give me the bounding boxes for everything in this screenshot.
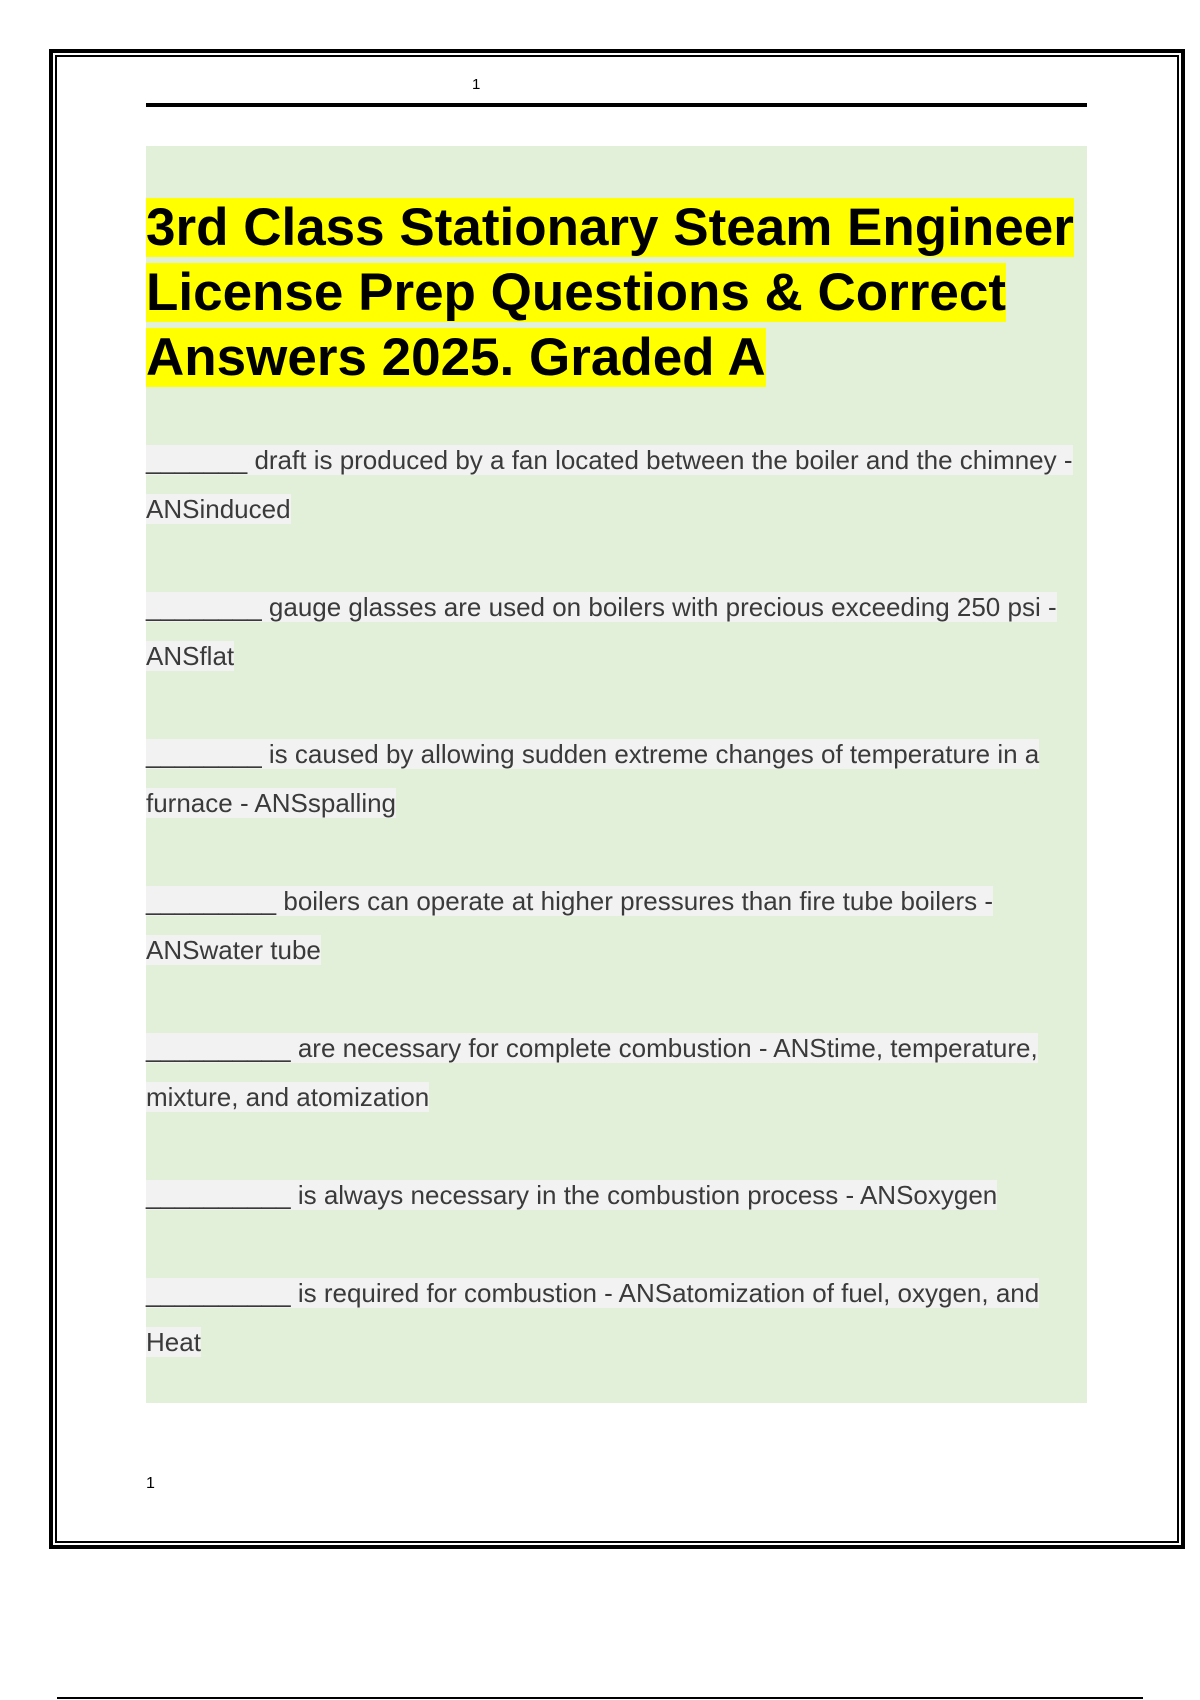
- question-text: __________ are necessary for complete combustion - ANStime, temperature, mixture, and atomization: [146, 1033, 1038, 1112]
- question-text: _______ draft is produced by a fan located between the boiler and the chimney - ANSinduced: [146, 445, 1073, 524]
- document-title: [146, 195, 1087, 390]
- header-page-number: 1: [472, 76, 481, 93]
- question-item: [146, 1024, 1087, 1122]
- question-text: ________ gauge glasses are used on boilers with precious exceeding 250 psi - ANSflat: [146, 592, 1057, 671]
- question-text: _________ boilers can operate at higher pressures than fire tube boilers - ANSwater tube: [146, 886, 993, 965]
- question-list: [146, 436, 1087, 1367]
- next-page-border: [57, 1697, 1143, 1699]
- question-text: ________ is caused by allowing sudden extreme changes of temperature in a furnace - ANSspalling: [146, 739, 1040, 818]
- question-item: [146, 877, 1087, 975]
- question-item: [146, 436, 1087, 534]
- question-text: __________ is always necessary in the combustion process - ANSoxygen: [146, 1180, 998, 1210]
- question-item: [146, 1269, 1087, 1367]
- question-text: __________ is required for combustion - ANSatomization of fuel, oxygen, and Heat: [146, 1278, 1040, 1357]
- document-title-text: 3rd Class Stationary Steam Engineer License Prep Questions & Correct Answers 2025. Graded A: [146, 198, 1074, 387]
- footer-page-number: 1: [146, 1475, 155, 1492]
- question-item: [146, 1171, 1087, 1220]
- question-item: [146, 583, 1087, 681]
- question-item: [146, 730, 1087, 828]
- header-divider: [146, 103, 1087, 107]
